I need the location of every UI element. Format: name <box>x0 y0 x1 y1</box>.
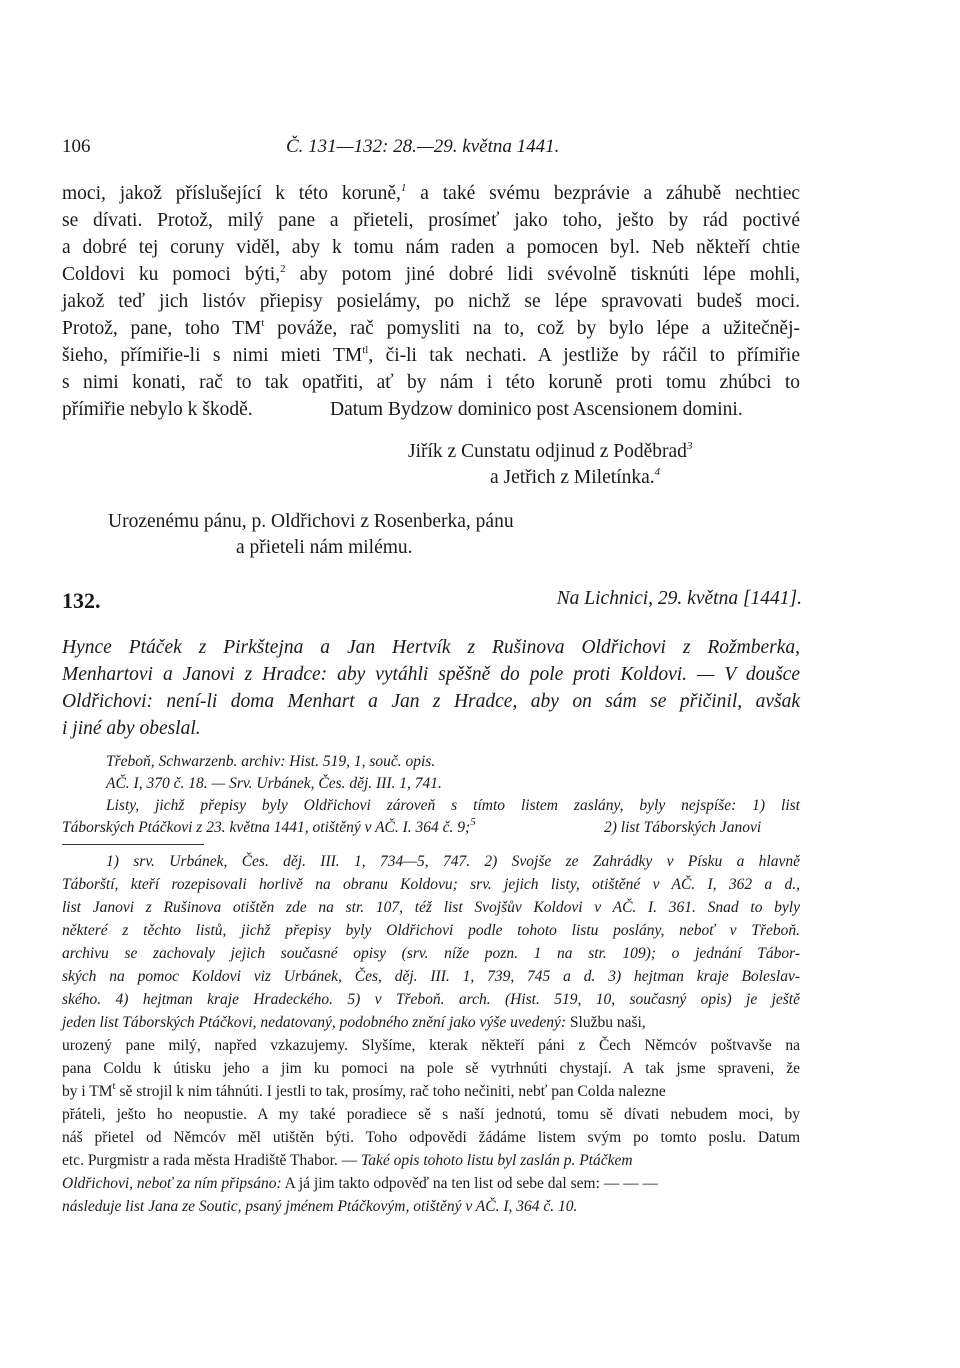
regest-line-4: i jiné aby obeslal. <box>62 718 201 739</box>
footnote-ref-3: 3 <box>686 439 693 452</box>
footnote-divider <box>62 844 204 845</box>
superscript-t: t <box>261 316 265 329</box>
footnote-ref-5: 5 <box>470 815 476 828</box>
footnote-line-12: přáteli, ješto ho neopustie. A my také poradiece sě s naší jednotú, tomu sě dívati nebudem moci, by <box>62 1106 800 1123</box>
footnote-line-15: Oldřichovi, neboť za ním připsáno: A já jim takto odpověď na ten list od sebe dal sem: — — — <box>62 1175 658 1192</box>
regest-line-3: Oldřichovi: není-li doma Menhart a Jan z Hradce, aby on sám se přičinil, avšak <box>62 691 800 712</box>
footnote-ref-4: 4 <box>654 465 661 478</box>
footnote-line-1: 1) srv. Urbánek, Čes. děj. III. 1, 734—5, 747. 2) Svojše ze Zahrádky v Písku a hlavně <box>106 853 800 870</box>
source-line-3: Listy, jichž přepisy byly Oldřichovi zároveň s tímto listem zaslány, byly nejspíše: 1) list <box>106 797 800 814</box>
footnote-line-4: některé z těchto listů, jichž přepisy byly Oldřichovi podle tohoto listu poslány, neboť v Třeboň. <box>62 922 800 939</box>
letter-line-2: se dívati. Protož, milý pane a přieteli, prosímeť jako toho, ješto by rád poctivé <box>62 210 800 231</box>
letter-line-1: moci, jakož příslušející k této koruně,$^1$ a také svému bezprávie a záhubě nechtiec <box>62 181 800 204</box>
source-line-4-end: 2) list Táborských Janovi <box>604 819 762 836</box>
entry-number: 132. <box>62 588 101 613</box>
page-number: 106 <box>62 136 91 157</box>
signature-line-2: a Jetřich z Miletínka.$^4$ <box>490 465 661 488</box>
letter-line-9: přímiřie nebylo k škodě. <box>62 399 253 420</box>
footnote-line-6: ských na pomoc Koldovi viz Urbánek, Čes, děj. III. 1, 739, 745 a d. 3) hejtman kraje Boleslav- <box>62 968 800 985</box>
superscript-t: t <box>112 1079 116 1092</box>
source-line-1: Třeboň, Schwarzenb. archiv: Hist. 519, 1, souč. opis. <box>106 753 436 770</box>
regest-line-2: Menhartovi a Janovi z Hradce: aby vytáhli spěšně do pole proti Koldovi. — V doušce <box>62 664 800 685</box>
letter-line-4: Coldovi ku pomoci býti,$^2$ aby potom jiné dobré lidi svévolně tisknúti lépe mohli, <box>62 262 800 285</box>
footnote-line-3: list Janovi z Rušinova otištěn zde na str. 107, též list Svojšův Koldovi v AČ. I. 361. Snad to byly <box>62 899 800 916</box>
footnote-line-16: následuje list Jana ze Soutic, psaný jménem Ptáčkovým, otištěný v AČ. I, 364 č. 10. <box>62 1198 578 1215</box>
running-title: Č. 131—132: 28.—29. května 1441. <box>286 136 560 157</box>
footnote-line-10: pana Coldu k útisku jeho a jim ku pomoci na pole sě vytrhnúti chystají. A tak jsme spraveni, že <box>62 1060 800 1077</box>
superscript-tl: tl <box>362 343 369 356</box>
footnote-line-8: jeden list Táborských Ptáčkovi, nedatovaný, podobného znění jako výše uvedený: Službu naši, <box>62 1014 646 1031</box>
footnote-ref-1: 1 <box>400 181 407 194</box>
letter-line-3: a dobré tej coruny viděl, aby k tomu nám raden a pomocen byl. Neb někteří chtie <box>62 237 800 258</box>
footnote-line-9: urozený pane milý, napřed vzkazujemy. Slyšíme, kterak někteří páni z Čech Němcóv poštvavše na <box>62 1037 800 1054</box>
dating-clause: Datum Bydzow dominico post Ascensionem domini. <box>330 399 743 420</box>
footnote-line-11: by i $TM^t$ sě strojil k nim táhnúti. I jestli to tak, prosímy, rač toho nečiniti, nebť pan Colda nalezne <box>62 1079 666 1100</box>
footnote-line-2: Táborští, kteří rozepisovali horlivě na obranu Koldovu; srv. jejich listy, otištěné v AČ. I, 362 a d., <box>62 876 800 893</box>
footnote-line-14: etc. Purgmistr a rada města Hradiště Thabor. — Také opis tohoto listu byl zaslán p. Ptáčkem <box>62 1152 633 1169</box>
letter-line-5: jakož teď jich listóv přiepisy posielámy, po nichž se lépe spravovati budeš moci. <box>62 291 800 312</box>
footnote-line-7: ského. 4) hejtman kraje Hradeckého. 5) v Třeboň. arch. (Hist. 519, 10, současný opis) je ještě <box>62 991 800 1008</box>
signature-line-1: Jiřík z Cunstatu odjinud z Poděbrad$^3$ <box>408 439 693 462</box>
address-line-2: a přieteli nám milému. <box>236 537 413 558</box>
footnote-line-5: archivu se zachovaly jejich současné opisy (srv. níže pozn. 1 na str. 109); o jednání Tábor- <box>62 945 800 962</box>
address-line-1: Urozenému pánu, p. Oldřichovi z Rosenberka, pánu <box>108 511 514 532</box>
source-line-4: Táborských Ptáčkovi z 23. května 1441, otištěný v AČ. I. 364 č. 9;$^5$ <box>62 815 476 836</box>
footnote-line-13: náš přietel od Němcóv měl utištěn býti. Toho odpovědi žádáme listem svým po tomto poslu. Datum <box>62 1129 800 1146</box>
entry-place-date: Na Lichnici, 29. května [1441]. <box>556 588 802 609</box>
letter-line-7: šieho, přímiřie-li s nimi mieti $TM^{tl}$, či-li tak nechati. A jestliže by ráčil to přímiřie <box>62 343 800 366</box>
footnote-ref-2: 2 <box>280 262 286 275</box>
letter-line-8: s nimi konati, rač to tak opatřiti, ať by nám i této koruně proti tomu zhúbci to <box>62 372 800 393</box>
source-line-2: AČ. I, 370 č. 18. — Srv. Urbánek, Čes. děj. III. 1, 741. <box>106 775 442 792</box>
regest-line-1: Hynce Ptáček z Pirkštejna a Jan Hertvík z Rušinova Oldřichovi z Rožmberka, <box>62 637 800 658</box>
letter-line-6: Protož, pane, toho $TM^t$ pováže, rač pomysliti na to, což by bylo lépe a užitečněj- <box>62 316 800 339</box>
